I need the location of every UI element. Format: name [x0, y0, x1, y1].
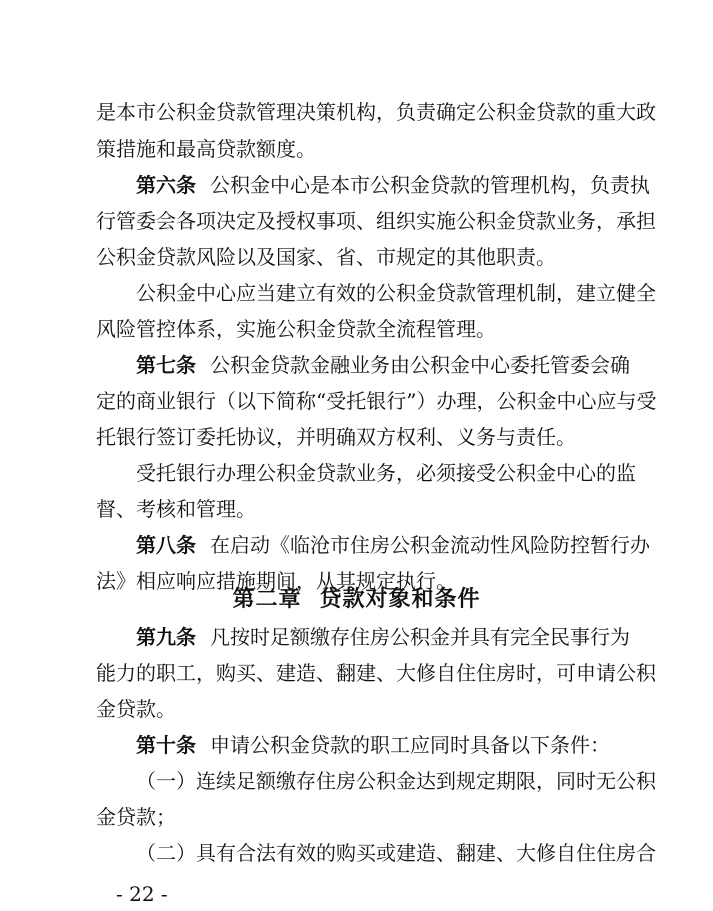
article-number: 第九条: [136, 625, 196, 649]
text-line: 行管委会各项决定及授权事项、组织实施公积金贷款业务，承担: [96, 209, 656, 233]
article-number: 第十条: [136, 733, 196, 757]
chapter-heading: [0, 582, 713, 616]
article-number: 第七条: [136, 353, 196, 377]
article-10-first-line: 第十条 申请公积金贷款的职工应同时具备以下条件：: [136, 733, 610, 757]
text-line: 受托银行办理公积金贷款业务，必须接受公积金中心的监: [136, 461, 636, 485]
text-line: 策措施和最高贷款额度。: [96, 137, 316, 161]
page-number: - 22 -: [116, 882, 168, 906]
chapter-title: 贷款对象和条件: [319, 586, 481, 612]
list-item-2: （二）具有合法有效的购买或建造、翻建、大修自住住房合: [136, 841, 656, 865]
text-line: 公积金贷款风险以及国家、省、市规定的其他职责。: [96, 245, 556, 269]
list-item-1: （一）连续足额缴存住房公积金达到规定期限，同时无公积: [136, 769, 656, 793]
text-line: 定的商业银行（以下简称“受托银行”）办理，公积金中心应与受: [96, 389, 657, 413]
text-line: 督、考核和管理。: [96, 497, 256, 521]
text-line: 金贷款。: [96, 697, 176, 721]
text-line: 能力的职工，购买、建造、翻建、大修自住住房时，可申请公积: [96, 661, 656, 685]
text-line: 托银行签订委托协议，并明确双方权利、义务与责任。: [96, 425, 576, 449]
article-8-first-line: 第八条 在启动《临沧市住房公积金流动性风险防控暂行办: [136, 533, 650, 557]
article-9-first-line: 第九条 凡按时足额缴存住房公积金并具有完全民事行为: [136, 625, 630, 649]
article-number: 第六条: [136, 173, 196, 197]
article-number: 第八条: [136, 533, 196, 557]
article-7-first-line: 第七条 公积金贷款金融业务由公积金中心委托管委会确: [136, 353, 630, 377]
text-line: 公积金中心应当建立有效的公积金贷款管理机制，建立健全: [136, 281, 656, 305]
text-line: 法》相应响应措施期间，从其规定执行。: [96, 569, 456, 593]
text-line: 风险管控体系，实施公积金贷款全流程管理。: [96, 317, 496, 341]
article-6-first-line: 第六条 公积金中心是本市公积金贷款的管理机构，负责执: [136, 173, 650, 197]
text-line: 金贷款；: [96, 805, 176, 829]
text-line: 是本市公积金贷款管理决策机构，负责确定公积金贷款的重大政: [96, 100, 656, 124]
chapter-number: 第二章: [232, 586, 302, 612]
